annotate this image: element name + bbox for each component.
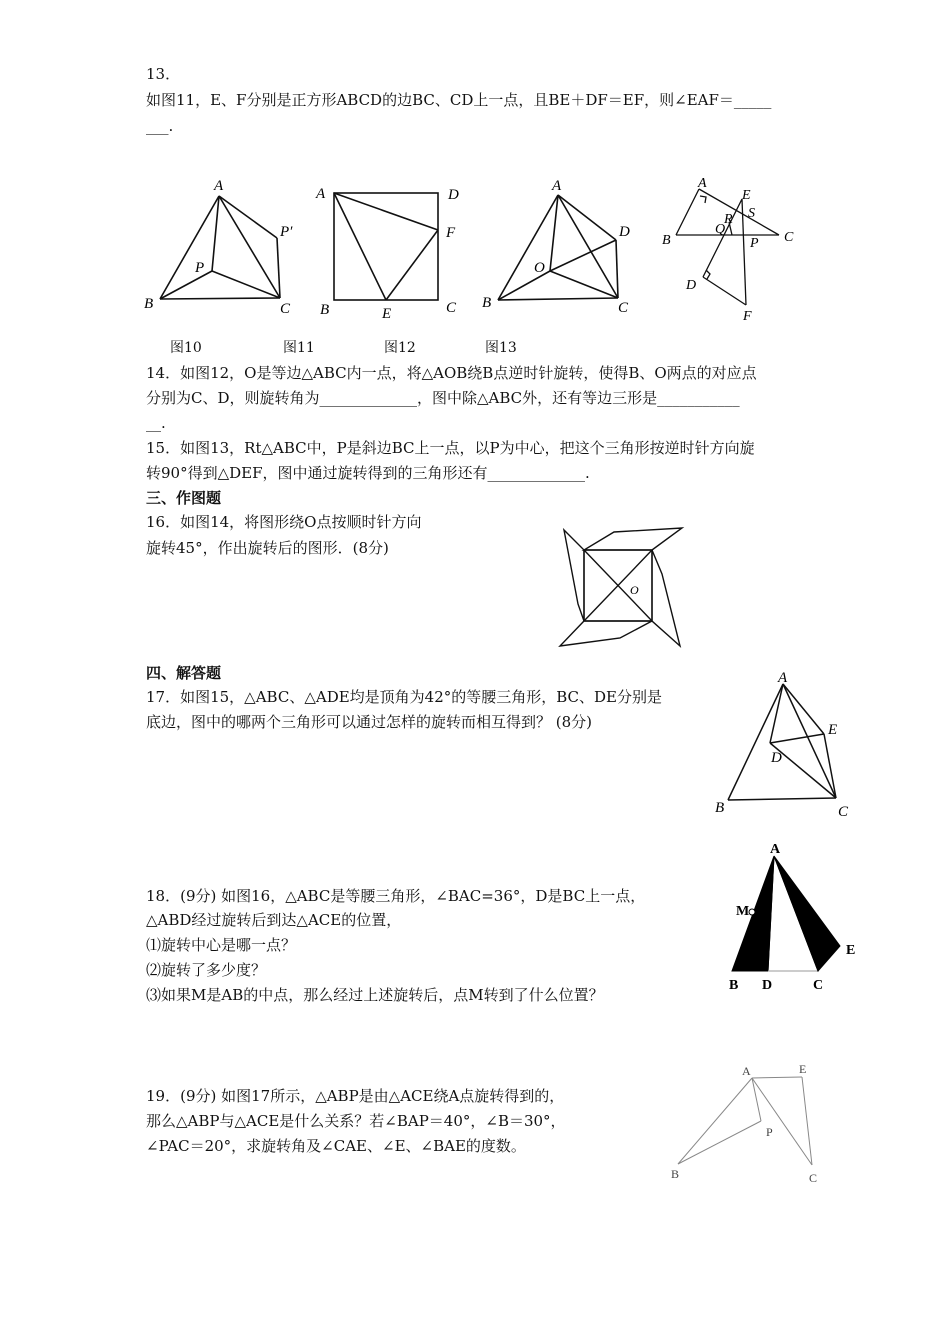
fig13-label-E: E xyxy=(742,188,751,203)
fig10-label-P-prime: P′ xyxy=(280,224,293,240)
fig16-label-A: A xyxy=(770,842,781,857)
fig11-label-E: E xyxy=(382,306,392,322)
fig10-label-P: P xyxy=(195,260,205,276)
fig15-label-A: A xyxy=(778,670,788,686)
q14-text-line1: 14．如图12，O是等边△ABC内一点，将△AOB绕B点逆时针旋转，使得B、O两点的对应点 xyxy=(146,364,757,382)
fig12-label-A: A xyxy=(552,178,562,194)
section-4-title: 四、解答题 xyxy=(146,664,222,682)
fig15-label-D: D xyxy=(771,750,782,766)
figure-13 xyxy=(654,172,814,324)
fig13-label-Q: Q xyxy=(715,222,726,237)
q19-text-line1: 19．(9分) 如图17所示，△ABP是由△ACE绕A点旋转得到的， xyxy=(146,1087,565,1105)
q17-text-line1: 17．如图15，△ABC、△ADE均是顶角为42°的等腰三角形，BC、DE分别是 xyxy=(146,688,663,706)
q18-text-line1: 18．(9分) 如图16，△ABC是等腰三角形，∠BAC=36°，D是BC上一点， xyxy=(146,887,646,905)
figure-16 xyxy=(726,838,866,994)
fig12-label-B: B xyxy=(482,295,492,311)
fig11-caption: 图11 xyxy=(283,340,315,356)
fig11-label-A: A xyxy=(316,186,326,202)
fig15-label-E: E xyxy=(828,722,838,738)
fig16-label-B: B xyxy=(729,978,739,993)
fig16-label-M: M xyxy=(736,904,750,919)
fig12-label-C: C xyxy=(618,300,629,316)
q15-text-line1: 15．如图13，Rt△ABC中，P是斜边BC上一点，以P为中心，把这个三角形按逆时针方向旋 xyxy=(146,439,755,457)
q19-text-line3: ∠PAC＝20°，求旋转角及∠CAE、∠E、∠BAE的度数。 xyxy=(146,1137,526,1155)
fig13-label-P: P xyxy=(750,236,759,251)
fig17-label-B: B xyxy=(671,1167,680,1181)
figure-12 xyxy=(480,172,650,322)
fig17-label-P: P xyxy=(766,1125,773,1139)
fig11-label-F: F xyxy=(446,225,456,241)
fig15-label-B: B xyxy=(715,800,725,816)
section-3-title: 三、作图题 xyxy=(146,489,222,507)
q16-text-line2: 旋转45°，作出旋转后的图形．(8分) xyxy=(146,539,389,557)
figure-11 xyxy=(312,178,472,328)
fig13-label-A: A xyxy=(698,176,707,191)
fig12-caption: 图12 xyxy=(384,340,416,356)
fig13-label-D: D xyxy=(686,278,697,293)
q18-text-line2: △ABD经过旋转后到达△ACE的位置， xyxy=(146,911,402,929)
fig15-label-C: C xyxy=(838,804,849,820)
q13-number: 13． xyxy=(146,65,181,83)
q18-sub-1: ⑴旋转中心是哪一点？ xyxy=(146,936,297,954)
fig14-label-O: O xyxy=(630,583,639,597)
q18-sub-2: ⑵旋转了多少度？ xyxy=(146,961,267,979)
fig13-caption: 图13 xyxy=(485,340,517,356)
q13-text-line2: ___. xyxy=(146,117,174,135)
fig11-label-B: B xyxy=(320,302,330,318)
fig12-label-O: O xyxy=(534,260,545,276)
fig16-label-E: E xyxy=(846,943,856,958)
fig10-label-C: C xyxy=(280,301,291,317)
fig17-label-E: E xyxy=(799,1062,807,1076)
q14-text-line2: 分别为C、D，则旋转角为_____________，图中除△ABC外，还有等边三形是___________ xyxy=(146,389,740,407)
fig13-label-C: C xyxy=(784,230,794,245)
fig10-caption: 图10 xyxy=(170,340,202,356)
q15-text-line2: 转90°得到△DEF，图中通过旋转得到的三角形还有_____________. xyxy=(146,464,590,482)
fig16-label-D: D xyxy=(762,978,773,993)
fig10-label-B: B xyxy=(144,296,154,312)
figure-10 xyxy=(140,172,310,322)
fig13-label-S: S xyxy=(748,206,755,221)
fig12-label-D: D xyxy=(619,224,630,240)
figure-15 xyxy=(710,668,860,822)
q19-text-line2: 那么△ABP与△ACE是什么关系？若∠BAP＝40°，∠B＝30°， xyxy=(146,1112,566,1130)
fig13-label-R: R xyxy=(724,212,733,227)
fig11-label-D: D xyxy=(448,187,459,203)
fig13-label-F: F xyxy=(743,309,752,324)
fig16-label-C: C xyxy=(813,978,824,993)
fig17-label-A: A xyxy=(742,1064,751,1078)
q13-text-line1: 如图11，E、F分别是正方形ABCD的边BC、CD上一点，且BE＋DF＝EF，则∠EAF＝_____ xyxy=(146,91,772,109)
fig13-label-B: B xyxy=(662,233,671,248)
fig10-label-A: A xyxy=(214,178,224,194)
q16-text-line1: 16．如图14，将图形绕O点按顺时针方向 xyxy=(146,513,422,531)
q18-sub-3: ⑶如果M是AB的中点，那么经过上述旋转后，点M转到了什么位置？ xyxy=(146,986,604,1004)
figure-17 xyxy=(664,1058,824,1188)
q14-text-line3: __. xyxy=(146,414,166,432)
q17-text-line2: 底边，图中的哪两个三角形可以通过怎样的旋转而相互得到？ (8分) xyxy=(146,713,593,731)
fig11-label-C: C xyxy=(446,300,457,316)
figure-14 xyxy=(556,526,686,652)
fig17-label-C: C xyxy=(809,1171,818,1185)
